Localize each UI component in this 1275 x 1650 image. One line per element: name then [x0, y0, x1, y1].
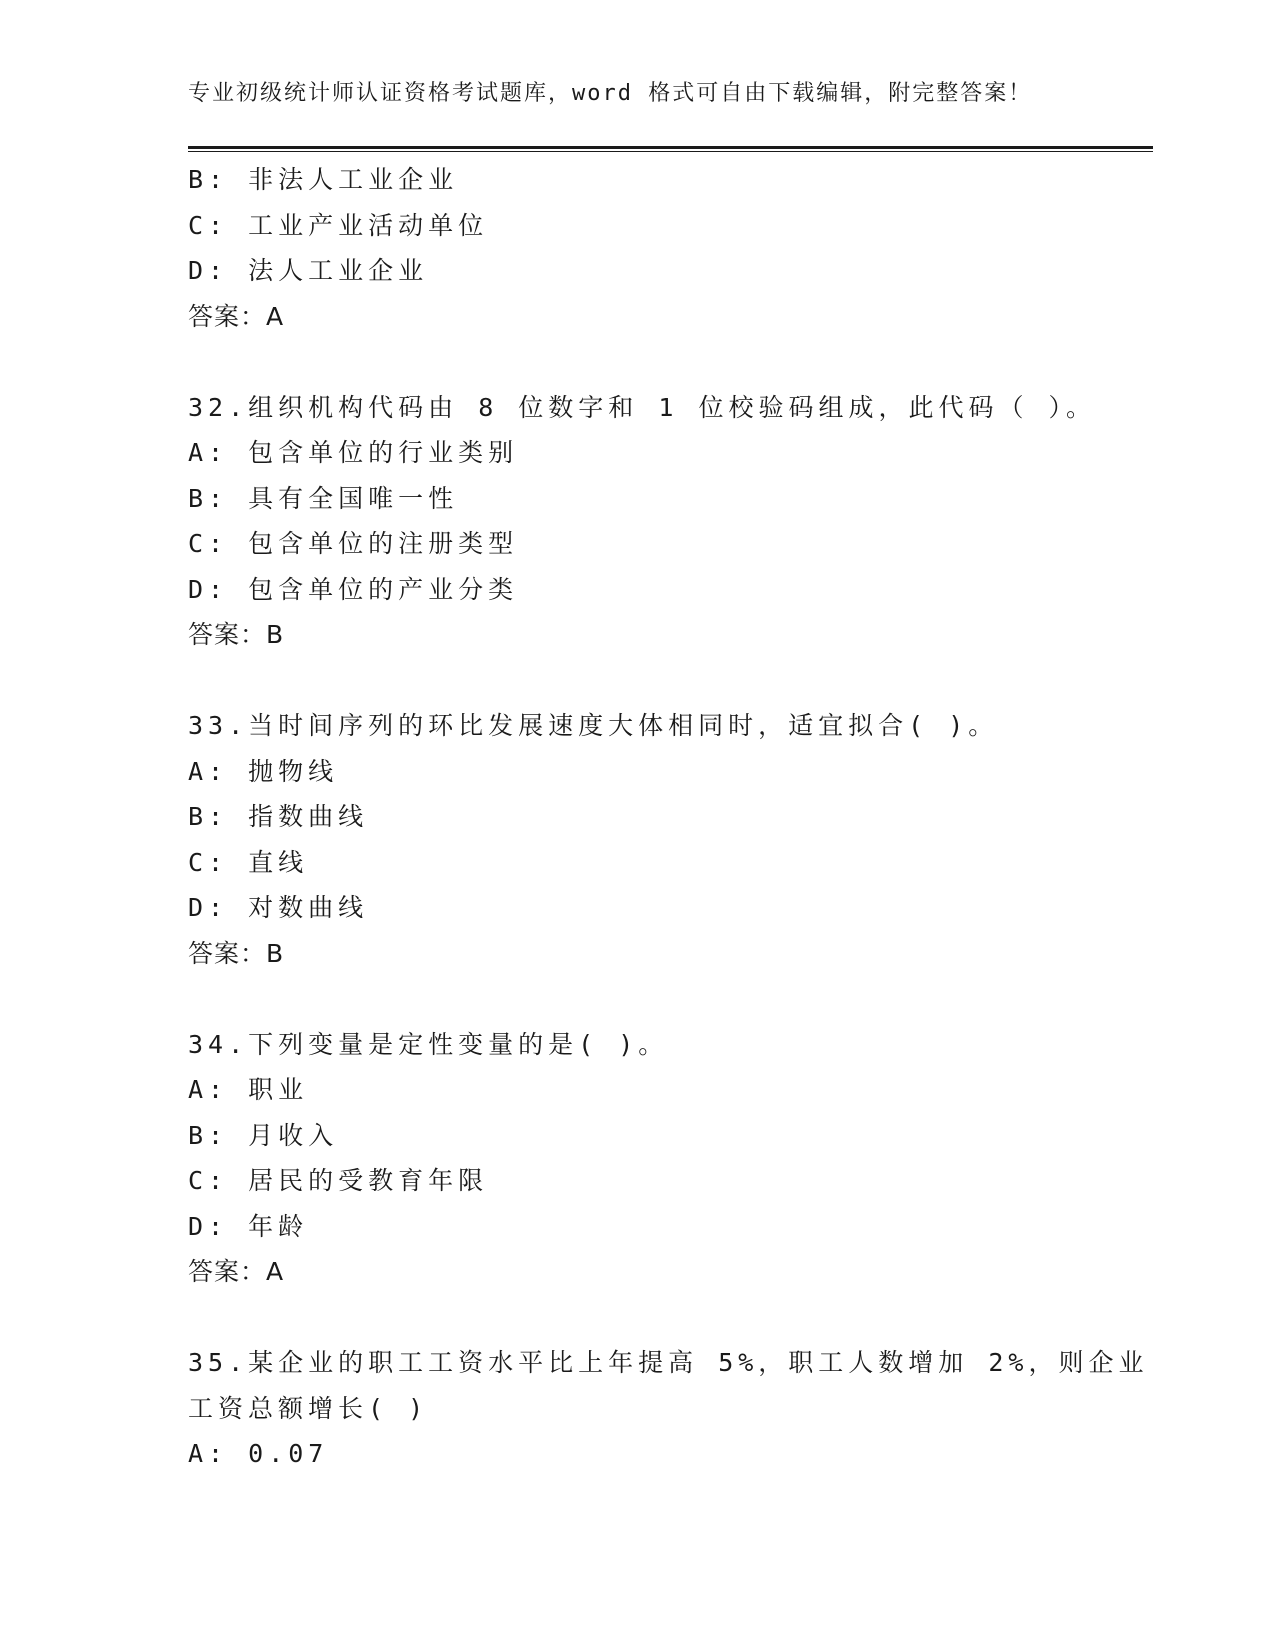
page-header: 专业初级统计师认证资格考试题库，word 格式可自由下载编辑，附完整答案！ — [188, 81, 1033, 106]
question-line: 33.当时间序列的环比发展速度大体相同时，适宜拟合( )。 — [188, 711, 999, 740]
question-line: C: 包含单位的注册类型 — [188, 529, 519, 558]
spacer — [188, 1295, 1088, 1341]
spacer — [188, 976, 1088, 1022]
question-line: D: 包含单位的产业分类 — [188, 574, 519, 604]
question-line: C: 工业产业活动单位 — [188, 210, 489, 240]
question-line: B: 指数曲线 — [188, 802, 369, 831]
header-rule-thick — [188, 146, 1153, 149]
question-line: 34.下列变量是定性变量的是( )。 — [188, 1029, 669, 1059]
question-line: B: 非法人工业企业 — [188, 165, 459, 194]
question-line: C: 直线 — [188, 847, 309, 877]
question-line: A: 职业 — [188, 1075, 309, 1104]
answer-line: 答案：B — [188, 938, 285, 968]
question-line: A: 抛物线 — [188, 756, 339, 786]
question-line: C: 居民的受教育年限 — [188, 1166, 489, 1195]
question-line: A: 包含单位的行业类别 — [188, 438, 519, 467]
question-line: D: 对数曲线 — [188, 893, 369, 922]
spacer — [188, 658, 1088, 704]
question-line: 工资总额增长( ) — [188, 1393, 429, 1423]
question-line: D: 年龄 — [188, 1211, 309, 1241]
question-line: B: 月收入 — [188, 1120, 339, 1150]
question-line: B: 具有全国唯一性 — [188, 483, 459, 513]
header-rule-thin — [188, 151, 1153, 152]
question-line: 35.某企业的职工工资水平比上年提高 5%，职工人数增加 2%，则企业 — [188, 1348, 1149, 1377]
question-list — [188, 157, 1149, 1477]
answer-line: 答案：A — [188, 1257, 285, 1286]
question-line: 32.组织机构代码由 8 位数字和 1 位校验码组成，此代码（ ）。 — [188, 392, 1097, 422]
spacer — [188, 339, 1088, 385]
answer-line: 答案：B — [188, 620, 285, 649]
question-line: D: 法人工业企业 — [188, 256, 429, 285]
answer-line: 答案：A — [188, 301, 285, 331]
question-line: A: 0.07 — [188, 1439, 329, 1468]
